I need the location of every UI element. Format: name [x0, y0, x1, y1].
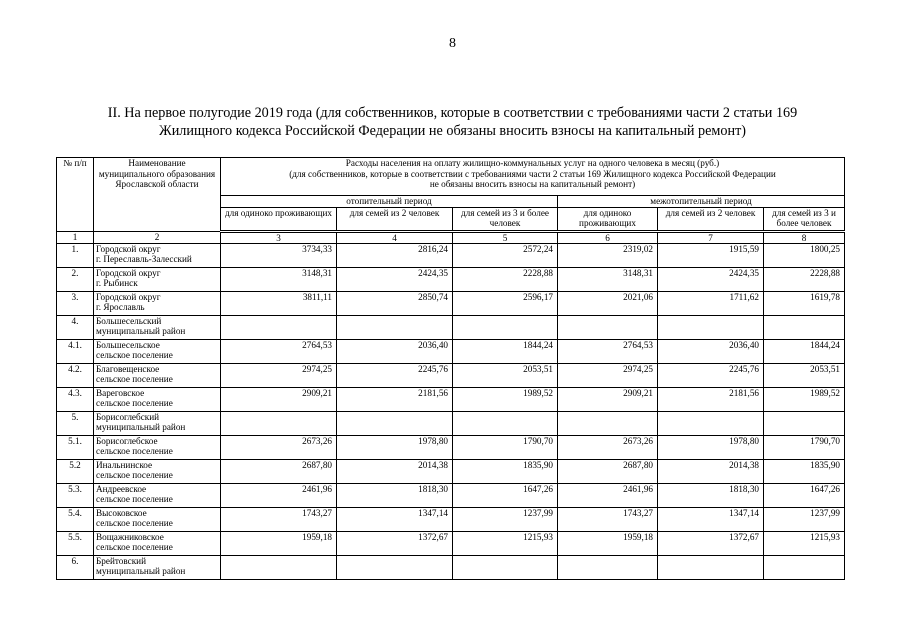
municipality-name — [94, 435, 221, 459]
municipality-name-line-2: сельское поселение — [96, 446, 173, 456]
expense-value: 1372,67 — [337, 531, 453, 555]
expense-value: 2673,26 — [221, 435, 337, 459]
row-number: 4.1. — [57, 339, 94, 363]
municipality-name-line-2: сельское поселение — [96, 350, 173, 360]
municipality-name-line-1: Борисоглебское — [96, 435, 158, 446]
expense-value: 2974,25 — [221, 363, 337, 387]
expense-value — [658, 411, 764, 435]
header-expenses-line-3: не обязаны вносить взносы на капитальный ремонт) — [429, 179, 636, 189]
expense-value: 1215,93 — [453, 531, 558, 555]
expense-value — [558, 411, 658, 435]
expense-value: 1619,78 — [764, 291, 845, 315]
expense-value — [221, 411, 337, 435]
municipality-name-line-1: Большесельский — [96, 315, 162, 326]
expense-value — [221, 555, 337, 579]
header-sub-two-nonheating: для семей из 2 человек — [658, 207, 764, 231]
expense-value — [337, 315, 453, 339]
municipality-name-line-2: муниципальный район — [96, 326, 186, 336]
expense-value: 1237,99 — [764, 507, 845, 531]
expense-value: 1835,90 — [764, 459, 845, 483]
expense-value: 2461,96 — [558, 483, 658, 507]
municipality-name-line-2: г. Переславль-Залесский — [96, 254, 192, 264]
row-number: 3. — [57, 291, 94, 315]
municipality-name-line-1: Борисоглебский — [96, 411, 160, 422]
expense-value — [558, 315, 658, 339]
expense-value: 2424,35 — [658, 267, 764, 291]
row-number: 5. — [57, 411, 94, 435]
expense-value: 1989,52 — [764, 387, 845, 411]
expense-value — [453, 411, 558, 435]
expense-value: 1347,14 — [658, 507, 764, 531]
municipality-name-line-1: Инальнинское — [96, 459, 153, 470]
table-row — [57, 243, 845, 267]
expense-value: 1818,30 — [337, 483, 453, 507]
municipality-name-line-2: сельское поселение — [96, 470, 173, 480]
municipality-name — [94, 291, 221, 315]
expense-value — [337, 555, 453, 579]
expense-value: 1959,18 — [221, 531, 337, 555]
table-row — [57, 363, 845, 387]
expense-value: 2687,80 — [221, 459, 337, 483]
table-row — [57, 387, 845, 411]
row-number: 6. — [57, 555, 94, 579]
expense-value: 1818,30 — [658, 483, 764, 507]
header-sub-three-nonheating: для семей из 3 и более человек — [764, 207, 845, 231]
expense-value: 2461,96 — [221, 483, 337, 507]
expense-value: 1790,70 — [453, 435, 558, 459]
expense-value — [764, 315, 845, 339]
expense-value: 1978,80 — [658, 435, 764, 459]
expense-value: 2319,02 — [558, 243, 658, 267]
municipality-name-line-2: муниципальный район — [96, 566, 186, 576]
expense-value — [221, 315, 337, 339]
header-expenses — [221, 158, 845, 196]
expense-value: 3148,31 — [558, 267, 658, 291]
expense-value: 2053,51 — [764, 363, 845, 387]
expense-value: 1237,99 — [453, 507, 558, 531]
table-row — [57, 315, 845, 339]
table-row — [57, 555, 845, 579]
expense-value: 2816,24 — [337, 243, 453, 267]
expense-value: 2673,26 — [558, 435, 658, 459]
expense-value: 3734,33 — [221, 243, 337, 267]
municipality-name-line-1: Городской округ — [96, 243, 161, 254]
header-expenses-line-1: Расходы населения на оплату жилищно-коммунальных услуг на одного человека в месяц (руб.) — [345, 158, 720, 168]
header-heating-period: отопительный период — [221, 196, 558, 208]
municipality-name-line-2: г. Ярославль — [96, 302, 145, 312]
expense-value: 3811,11 — [221, 291, 337, 315]
heading-line-1: II. На первое полугодие 2019 года (для собственников, которые в соответствии с требованиями части 2 статьи 169 — [107, 105, 798, 121]
expense-value: 1347,14 — [337, 507, 453, 531]
expense-value: 1978,80 — [337, 435, 453, 459]
municipality-name-line-2: сельское поселение — [96, 398, 173, 408]
expense-value: 2036,40 — [337, 339, 453, 363]
page-number: 8 — [449, 36, 456, 51]
expense-value: 2228,88 — [453, 267, 558, 291]
row-number: 5.4. — [57, 507, 94, 531]
expense-value: 2909,21 — [558, 387, 658, 411]
col-number: 6 — [558, 231, 658, 243]
expense-value: 1647,26 — [453, 483, 558, 507]
column-number-row — [57, 231, 845, 243]
expense-value: 2053,51 — [453, 363, 558, 387]
table-row — [57, 411, 845, 435]
header-name: Наименование муниципального образования Ярославской области — [94, 158, 221, 232]
expenses-table — [56, 157, 845, 580]
municipality-name — [94, 243, 221, 267]
municipality-name — [94, 483, 221, 507]
col-number: 1 — [57, 231, 94, 243]
expense-value: 1743,27 — [558, 507, 658, 531]
expense-value: 1989,52 — [453, 387, 558, 411]
municipality-name-line-2: сельское поселение — [96, 374, 173, 384]
municipality-name — [94, 507, 221, 531]
expense-value — [658, 315, 764, 339]
expense-value: 2014,38 — [337, 459, 453, 483]
expense-value: 2181,56 — [337, 387, 453, 411]
col-number: 3 — [221, 231, 337, 243]
col-number: 5 — [453, 231, 558, 243]
col-number: 8 — [764, 231, 845, 243]
table-row — [57, 531, 845, 555]
municipality-name — [94, 531, 221, 555]
municipality-name-line-1: Городской округ — [96, 291, 161, 302]
municipality-name-line-1: Вощажниковское — [96, 531, 164, 542]
expense-value: 2909,21 — [221, 387, 337, 411]
municipality-name-line-1: Благовещенское — [96, 363, 160, 374]
row-number: 4.2. — [57, 363, 94, 387]
expense-value: 2036,40 — [658, 339, 764, 363]
expense-value: 2245,76 — [337, 363, 453, 387]
header-sub-two-heating: для семей из 2 человек — [337, 207, 453, 231]
expense-value: 1215,93 — [764, 531, 845, 555]
municipality-name — [94, 411, 221, 435]
municipality-name — [94, 267, 221, 291]
header-sub-single-nonheating: для одиноко проживающих — [558, 207, 658, 231]
table-row — [57, 507, 845, 531]
expense-value — [764, 555, 845, 579]
expense-value — [337, 411, 453, 435]
expense-value: 3148,31 — [221, 267, 337, 291]
row-number: 5.1. — [57, 435, 94, 459]
municipality-name-line-1: Вареговское — [96, 387, 145, 398]
expense-value: 2228,88 — [764, 267, 845, 291]
expense-value: 1915,59 — [658, 243, 764, 267]
municipality-name-line-2: сельское поселение — [96, 542, 173, 552]
header-num: № п/п — [57, 158, 94, 232]
table-row — [57, 267, 845, 291]
row-number: 5.5. — [57, 531, 94, 555]
header-sub-single-heating: для одиноко проживающих — [221, 207, 337, 231]
col-number: 4 — [337, 231, 453, 243]
table-row — [57, 339, 845, 363]
row-number: 4.3. — [57, 387, 94, 411]
table-row — [57, 483, 845, 507]
municipality-name-line-2: сельское поселение — [96, 518, 173, 528]
expense-value: 1743,27 — [221, 507, 337, 531]
expense-value: 1372,67 — [658, 531, 764, 555]
col-number: 7 — [658, 231, 764, 243]
expense-value: 1835,90 — [453, 459, 558, 483]
municipality-name-line-1: Высоковское — [96, 507, 147, 518]
expense-value: 1959,18 — [558, 531, 658, 555]
expense-value: 2764,53 — [221, 339, 337, 363]
municipality-name-line-2: муниципальный район — [96, 422, 186, 432]
expense-value: 2974,25 — [558, 363, 658, 387]
header-expenses-line-2: (для собственников, которые в соответствии с требованиями части 2 статьи 169 Жилищного кодекса Российской Федерации — [289, 168, 776, 179]
table-row — [57, 435, 845, 459]
row-number: 2. — [57, 267, 94, 291]
municipality-name — [94, 315, 221, 339]
table-body — [57, 243, 845, 579]
municipality-name-line-1: Андреевское — [96, 483, 147, 494]
row-number: 4. — [57, 315, 94, 339]
expense-value: 1711,62 — [658, 291, 764, 315]
expense-value: 2245,76 — [658, 363, 764, 387]
header-sub-three-heating: для семей из 3 и более человек — [453, 207, 558, 231]
expense-value: 2764,53 — [558, 339, 658, 363]
document-heading — [40, 104, 865, 140]
municipality-name-line-1: Городской округ — [96, 267, 161, 278]
expense-value: 1647,26 — [764, 483, 845, 507]
col-number: 2 — [94, 231, 221, 243]
row-number: 1. — [57, 243, 94, 267]
expense-value — [453, 555, 558, 579]
municipality-name — [94, 555, 221, 579]
municipality-name — [94, 459, 221, 483]
expense-value: 2687,80 — [558, 459, 658, 483]
header-nonheating-period: межотопительный период — [558, 196, 845, 208]
expense-value: 1844,24 — [764, 339, 845, 363]
expense-value — [558, 555, 658, 579]
expense-value: 2850,74 — [337, 291, 453, 315]
municipality-name-line-2: г. Рыбинск — [96, 278, 138, 288]
expense-value: 2181,56 — [658, 387, 764, 411]
expense-value — [658, 555, 764, 579]
expense-value: 1790,70 — [764, 435, 845, 459]
expense-value: 2014,38 — [658, 459, 764, 483]
table-row — [57, 459, 845, 483]
expense-value: 2572,24 — [453, 243, 558, 267]
municipality-name-line-1: Брейтовский — [96, 555, 147, 566]
municipality-name-line-2: сельское поселение — [96, 494, 173, 504]
heading-line-2: Жилищного кодекса Российской Федерации не обязаны вносить взносы на капитальный ремонт) — [159, 123, 746, 139]
municipality-name-line-1: Большесельское — [96, 339, 160, 350]
table-row — [57, 291, 845, 315]
expense-value: 1800,25 — [764, 243, 845, 267]
municipality-name — [94, 387, 221, 411]
expense-value: 2596,17 — [453, 291, 558, 315]
row-number: 5.3. — [57, 483, 94, 507]
expense-value — [764, 411, 845, 435]
expense-value: 2021,06 — [558, 291, 658, 315]
row-number: 5.2 — [57, 459, 94, 483]
municipality-name — [94, 339, 221, 363]
expense-value — [453, 315, 558, 339]
expenses-table-wrapper — [56, 157, 845, 580]
municipality-name — [94, 363, 221, 387]
expense-value: 1844,24 — [453, 339, 558, 363]
expense-value: 2424,35 — [337, 267, 453, 291]
